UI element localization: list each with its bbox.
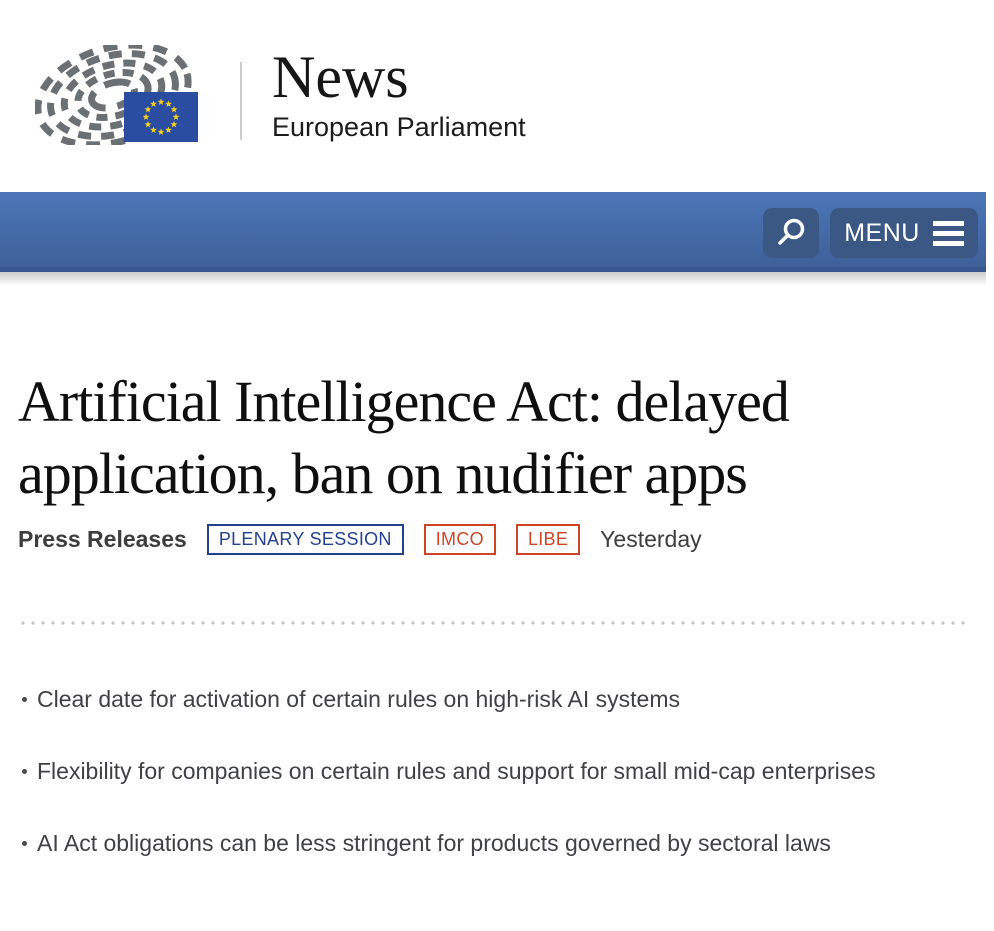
search-icon [775,217,807,249]
brand-divider [240,62,242,140]
navbar [0,192,986,272]
page-title [18,366,968,510]
eu-flag-icon [124,92,198,142]
dotted-divider [18,621,968,625]
brand [272,46,526,142]
article-meta [18,524,968,555]
menu-button-label: MENU [844,218,920,247]
search-button[interactable] [763,208,819,258]
badge-imco[interactable]: IMCO [424,524,496,555]
category-label: Press Releases [18,526,187,552]
list-item: AI Act obligations can be less stringent for products governed by sectoral laws [18,827,928,860]
list-item: Flexibility for companies on certain rules and support for small mid-cap enterprises [18,755,928,788]
navbar-shadow [0,272,986,286]
article [0,366,986,860]
timestamp: Yesterday [600,526,702,552]
nav-buttons [763,208,978,258]
ep-hemicycle-icon [35,45,205,145]
site-subtitle: European Parliament [272,112,526,142]
site-header [0,0,986,192]
hamburger-icon [933,221,964,246]
site-title[interactable]: News [272,44,409,110]
list-item: Clear date for activation of certain rules on high-risk AI systems [18,683,928,716]
menu-button[interactable] [830,208,978,258]
title-line-1: Artificial Intelligence Act: delayed [18,369,789,434]
title-line-2: application, ban on nudifier apps [18,441,747,506]
badge-plenary-session[interactable]: PLENARY SESSION [207,524,404,555]
highlights-list [18,683,968,860]
badge-libe[interactable]: LIBE [516,524,580,555]
ep-logo-link[interactable] [35,45,205,150]
